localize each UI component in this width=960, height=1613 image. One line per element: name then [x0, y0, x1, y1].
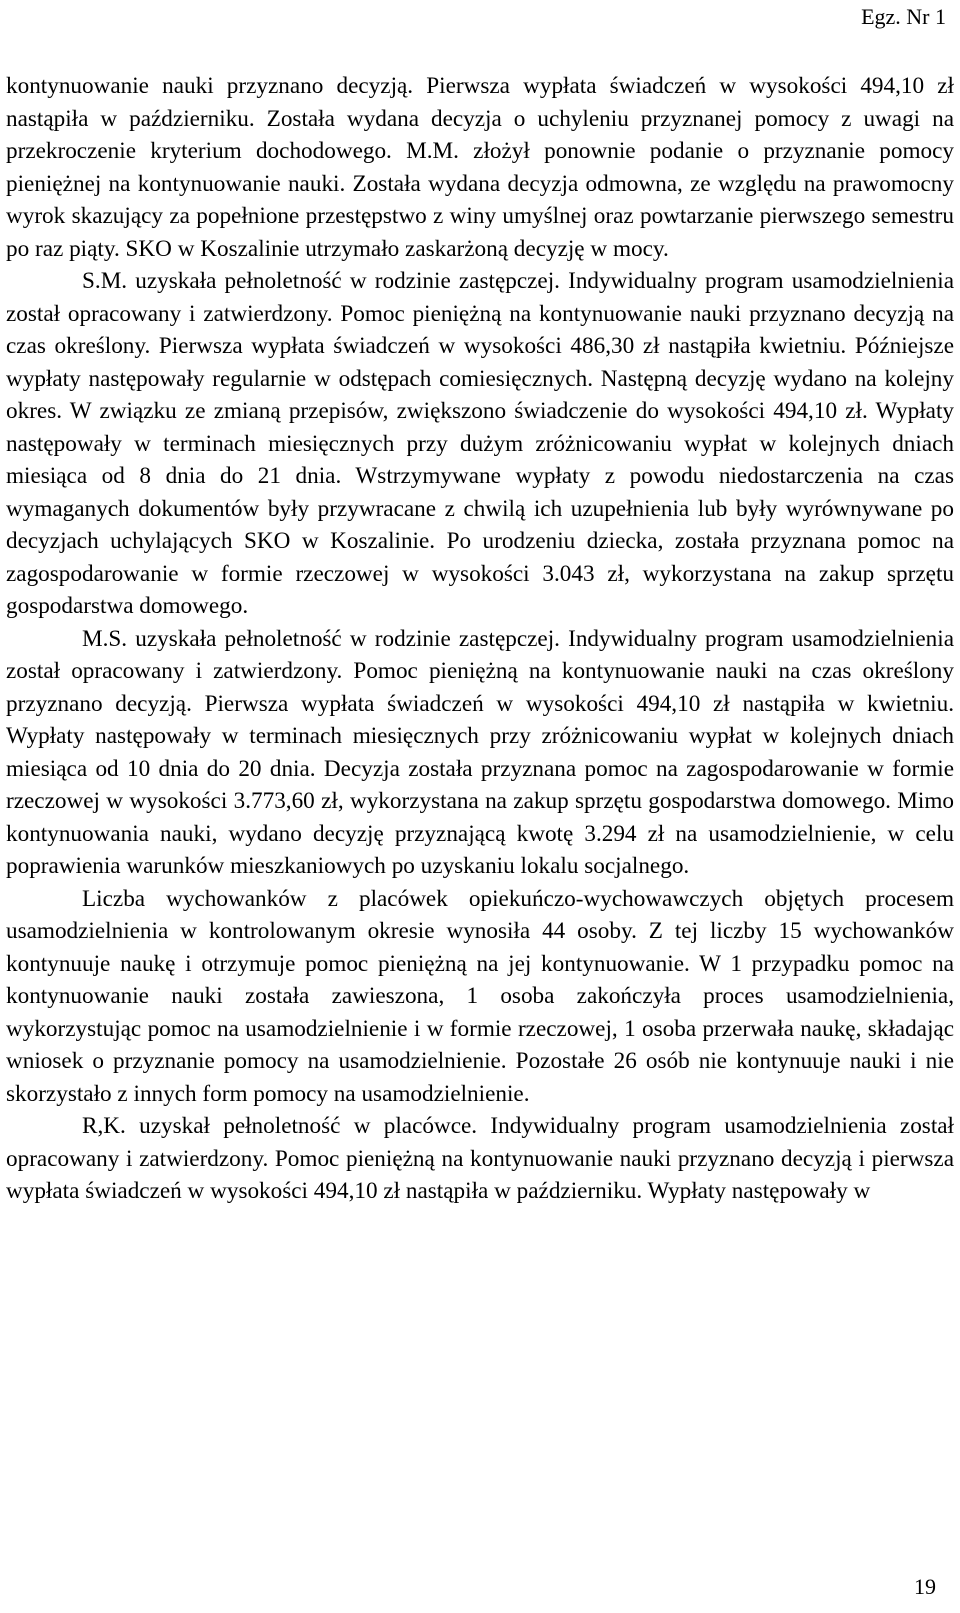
document-body: [6, 70, 954, 1208]
paragraph-summary: Liczba wychowanków z placówek opiekuńczo-wychowawczych objętych procesem usamodzielnienia w kontrolowanym okresie wynosiła 44 osoby. Z tej liczby 15 wychowanków kontynuuje naukę i otrzymuje pomoc pieniężną na jej kontynuowanie. W 1 przypadku pomoc na kontynuowanie nauki została zawieszona, 1 osoba zakończyła proces usamodzielnienia, wykorzystując pomoc na usamodzielnienie i w formie rzeczowej, 1 osoba przerwała naukę, składając wniosek o przyznanie pomocy na usamodzielnienie. Pozostałe 26 osób nie kontynuuje nauki i nie skorzystało z innych form pomocy na usamodzielnienie.: [6, 885, 954, 1107]
page-number: 19: [914, 1574, 936, 1599]
paragraph-sm: S.M. uzyskała pełnoletność w rodzinie zastępczej. Indywidualny program usamodzielnienia został opracowany i zatwierdzony. Pomoc pieniężną na kontynuowanie nauki przyznano decyzją na czas określony. Pierwsza wypłata świadczeń w wysokości 486,30 zł nastąpiła kwietniu. Późniejsze wypłaty następowały regularnie w odstępach comiesięcznych. Następną decyzję wydano na kolejny okres. W związku ze zmianą przepisów, zwiększono świadczenie do wysokości 494,10 zł. Wypłaty następowały w terminach miesięcznych przy dużym zróżnicowaniu wypłat w kolejnych dniach miesiąca od 8 dnia do 21 dnia. Wstrzymywane wypłaty z powodu niedostarczenia na czas wymaganych dokumentów były przywracane z chwilą ich uzupełnienia lub były wyrównywane po decyzjach uchylających SKO w Koszalinie. Po urodzeniu dziecka, została przyznana pomoc na zagospodarowanie w formie rzeczowej w wysokości 3.043 zł, wykorzystana na zakup sprzętu gospodarstwa domowego.: [6, 268, 954, 619]
paragraph-continuation: kontynuowanie nauki przyznano decyzją. Pierwsza wypłata świadczeń w wysokości 494,10 zł nastąpiła w październiku. Została wydana decyzja o uchyleniu przyznanej pomocy z uwagi na przekroczenie kryterium dochodowego. M.M. złożył ponownie podanie o przyznanie pomocy pieniężnej na kontynuowanie nauki. Została wydana decyzja odmowna, ze względu na prawomocny wyrok skazujący za popełnione przestępstwo z winy umyślnej oraz powtarzanie pierwszego semestru po raz piąty. SKO w Koszalinie utrzymało zaskarżoną decyzję w mocy.: [6, 73, 954, 262]
paragraph-ms: M.S. uzyskała pełnoletność w rodzinie zastępczej. Indywidualny program usamodzielnienia został opracowany i zatwierdzony. Pomoc pieniężną na kontynuowanie nauki na czas określony przyznano decyzją. Pierwsza wypłata świadczeń w wysokości 494,10 zł nastąpiła w kwietniu. Wypłaty następowały w terminach miesięcznych przy zróżnicowaniu wypłat w kolejnych dniach miesiąca od 10 dnia do 20 dnia. Decyzja została przyznana pomoc na zagospodarowanie w formie rzeczowej w wysokości 3.773,60 zł, wykorzystana na zakup sprzętu gospodarstwa domowego. Mimo kontynuowania nauki, wydano decyzję przyznającą kwotę 3.294 zł na usamodzielnienie, w celu poprawienia warunków mieszkaniowych po uzyskaniu lokalu socjalnego.: [6, 625, 954, 879]
paragraph-rk: R,K. uzyskał pełnoletność w placówce. Indywidualny program usamodzielnienia został opracowany i zatwierdzony. Pomoc pieniężną na kontynuowanie nauki przyznano decyzją i pierwsza wypłata świadczeń w wysokości 494,10 zł nastąpiła w październiku. Wypłaty następowały w: [6, 1113, 954, 1204]
document-copy-label: Egz. Nr 1: [861, 4, 946, 29]
